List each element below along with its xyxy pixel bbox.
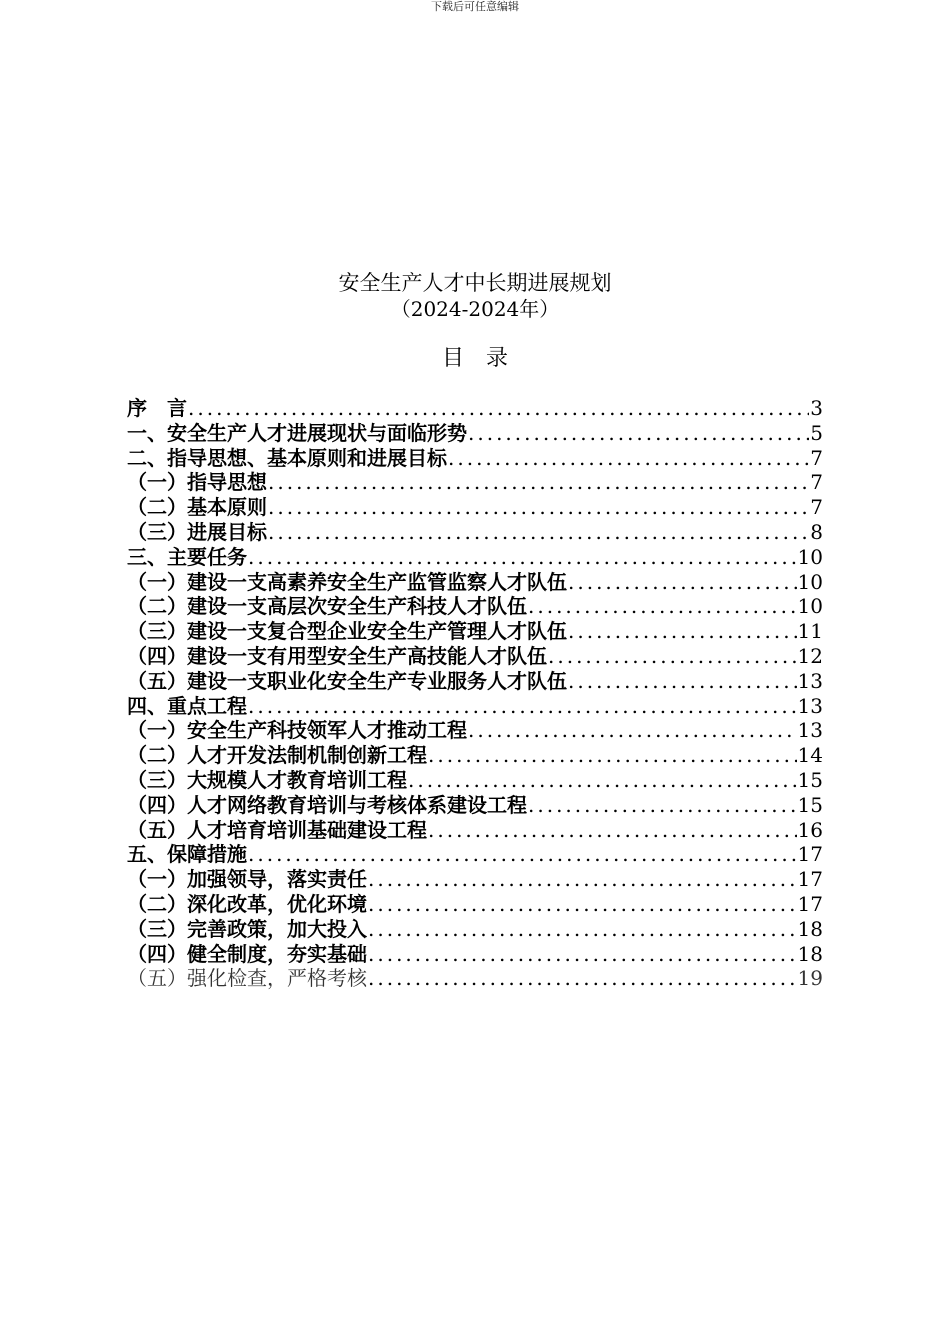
toc-entry-label: （二）人才开发法制机制创新工程 — [127, 743, 427, 768]
toc-leader-dots — [268, 470, 809, 494]
toc-entry-page-number: 7 — [810, 495, 823, 520]
toc-entry-page-number: 10 — [797, 544, 823, 569]
toc-leader-dots — [268, 520, 809, 544]
toc-entry[interactable] — [127, 594, 823, 619]
toc-entry[interactable] — [127, 768, 823, 793]
toc-entry[interactable] — [127, 818, 823, 843]
toc-entry-label: （一）安全生产科技领军人才推动工程 — [127, 718, 467, 743]
toc-entry-label: （五）建设一支职业化安全生产专业服务人才队伍 — [127, 668, 567, 693]
toc-leader-dots — [548, 644, 797, 668]
toc-entry[interactable] — [127, 743, 823, 768]
toc-leader-dots — [468, 718, 797, 742]
toc-entry-page-number: 15 — [797, 792, 823, 817]
toc-leader-dots — [188, 396, 809, 420]
toc-entry[interactable] — [127, 644, 823, 669]
toc-leader-dots — [428, 743, 797, 767]
toc-entry[interactable] — [127, 718, 823, 743]
toc-leader-dots — [268, 495, 809, 519]
toc-entry[interactable] — [127, 867, 823, 892]
toc-entry-page-number: 11 — [797, 619, 823, 644]
toc-leader-dots — [448, 446, 809, 470]
toc-entry[interactable] — [127, 396, 823, 421]
toc-entry[interactable] — [127, 842, 823, 867]
toc-entry-page-number: 3 — [810, 396, 823, 420]
toc-entry[interactable] — [127, 619, 823, 644]
toc-entry-page-number: 8 — [810, 519, 823, 544]
toc-entry-page-number: 7 — [810, 470, 823, 495]
toc-entry-page-number: 16 — [797, 817, 823, 842]
table-of-contents — [127, 396, 823, 991]
toc-entry[interactable] — [127, 892, 823, 917]
toc-entry-label: 二、指导思想、基本原则和进展目标 — [127, 445, 447, 470]
toc-heading: 目 录 — [441, 346, 508, 371]
toc-leader-dots — [368, 966, 797, 990]
toc-entry-page-number: 18 — [797, 916, 823, 941]
toc-entry[interactable] — [127, 545, 823, 570]
document-subtitle: （2024-2024年） — [390, 297, 560, 321]
toc-entry-page-number: 12 — [797, 643, 823, 668]
toc-entry-page-number: 19 — [797, 966, 823, 991]
toc-entry[interactable] — [127, 421, 823, 446]
toc-entry[interactable] — [127, 966, 823, 991]
toc-entry[interactable] — [127, 669, 823, 694]
toc-leader-dots — [528, 594, 797, 618]
toc-entry-page-number: 13 — [797, 693, 823, 718]
toc-entry-label: 四、重点工程 — [127, 693, 247, 718]
toc-leader-dots — [408, 768, 797, 792]
toc-entry[interactable] — [127, 446, 823, 471]
toc-entry-page-number: 14 — [797, 743, 823, 768]
toc-entry-label: （四）人才网络教育培训与考核体系建设工程 — [127, 792, 527, 817]
toc-entry-label: （一）指导思想 — [127, 470, 267, 495]
toc-entry-page-number: 7 — [810, 445, 823, 470]
toc-entry-page-number: 10 — [797, 594, 823, 619]
toc-entry[interactable] — [127, 495, 823, 520]
toc-entry[interactable] — [127, 520, 823, 545]
toc-entry-label: （四）建设一支有用型安全生产高技能人才队伍 — [127, 643, 547, 668]
page-header-note: 下载后可任意编辑 — [431, 0, 519, 13]
toc-entry[interactable] — [127, 470, 823, 495]
document-title: 安全生产人才中长期进展规划 — [338, 271, 612, 295]
toc-entry-label: 序 言 — [127, 396, 187, 420]
toc-entry-label: （四）健全制度，夯实基础 — [127, 941, 367, 966]
toc-entry-label: （五）人才培育培训基础建设工程 — [127, 817, 427, 842]
toc-entry-label: 五、保障措施 — [127, 842, 247, 867]
toc-leader-dots — [248, 694, 797, 718]
toc-entry-page-number: 15 — [797, 767, 823, 792]
toc-leader-dots — [248, 842, 797, 866]
toc-entry-label: （二）建设一支高层次安全生产科技人才队伍 — [127, 594, 527, 619]
toc-entry[interactable] — [127, 694, 823, 719]
toc-leader-dots — [568, 669, 797, 693]
toc-leader-dots — [528, 793, 797, 817]
toc-leader-dots — [468, 421, 809, 445]
toc-entry[interactable] — [127, 793, 823, 818]
toc-entry-page-number: 17 — [797, 842, 823, 867]
toc-leader-dots — [568, 570, 797, 594]
toc-entry-page-number: 5 — [810, 420, 823, 445]
toc-entry-label: 三、主要任务 — [127, 544, 247, 569]
toc-entry[interactable] — [127, 942, 823, 967]
toc-entry-label: （一）建设一支高素养安全生产监管监察人才队伍 — [127, 569, 567, 594]
toc-leader-dots — [368, 867, 797, 891]
toc-leader-dots — [568, 619, 797, 643]
toc-entry-page-number: 17 — [797, 867, 823, 892]
toc-leader-dots — [368, 942, 797, 966]
toc-entry-label: （三）进展目标 — [127, 519, 267, 544]
toc-leader-dots — [248, 545, 797, 569]
toc-entry-label: （一）加强领导，落实责任 — [127, 867, 367, 892]
toc-entry-label: （五）强化检查，严格考核 — [127, 966, 367, 991]
toc-entry-page-number: 18 — [797, 941, 823, 966]
toc-entry-label: （二）基本原则 — [127, 495, 267, 520]
toc-entry-label: 一、安全生产人才进展现状与面临形势 — [127, 420, 467, 445]
toc-entry-page-number: 13 — [797, 668, 823, 693]
toc-entry-page-number: 13 — [797, 718, 823, 743]
toc-entry-label: （三）完善政策，加大投入 — [127, 916, 367, 941]
toc-entry[interactable] — [127, 570, 823, 595]
toc-leader-dots — [368, 892, 797, 916]
toc-entry-page-number: 17 — [797, 891, 823, 916]
toc-leader-dots — [428, 818, 797, 842]
toc-entry[interactable] — [127, 917, 823, 942]
toc-entry-label: （三）建设一支复合型企业安全生产管理人才队伍 — [127, 619, 567, 644]
toc-entry-page-number: 10 — [797, 569, 823, 594]
toc-entry-label: （三）大规模人才教育培训工程 — [127, 767, 407, 792]
toc-entry-label: （二）深化改革，优化环境 — [127, 891, 367, 916]
toc-leader-dots — [368, 917, 797, 941]
